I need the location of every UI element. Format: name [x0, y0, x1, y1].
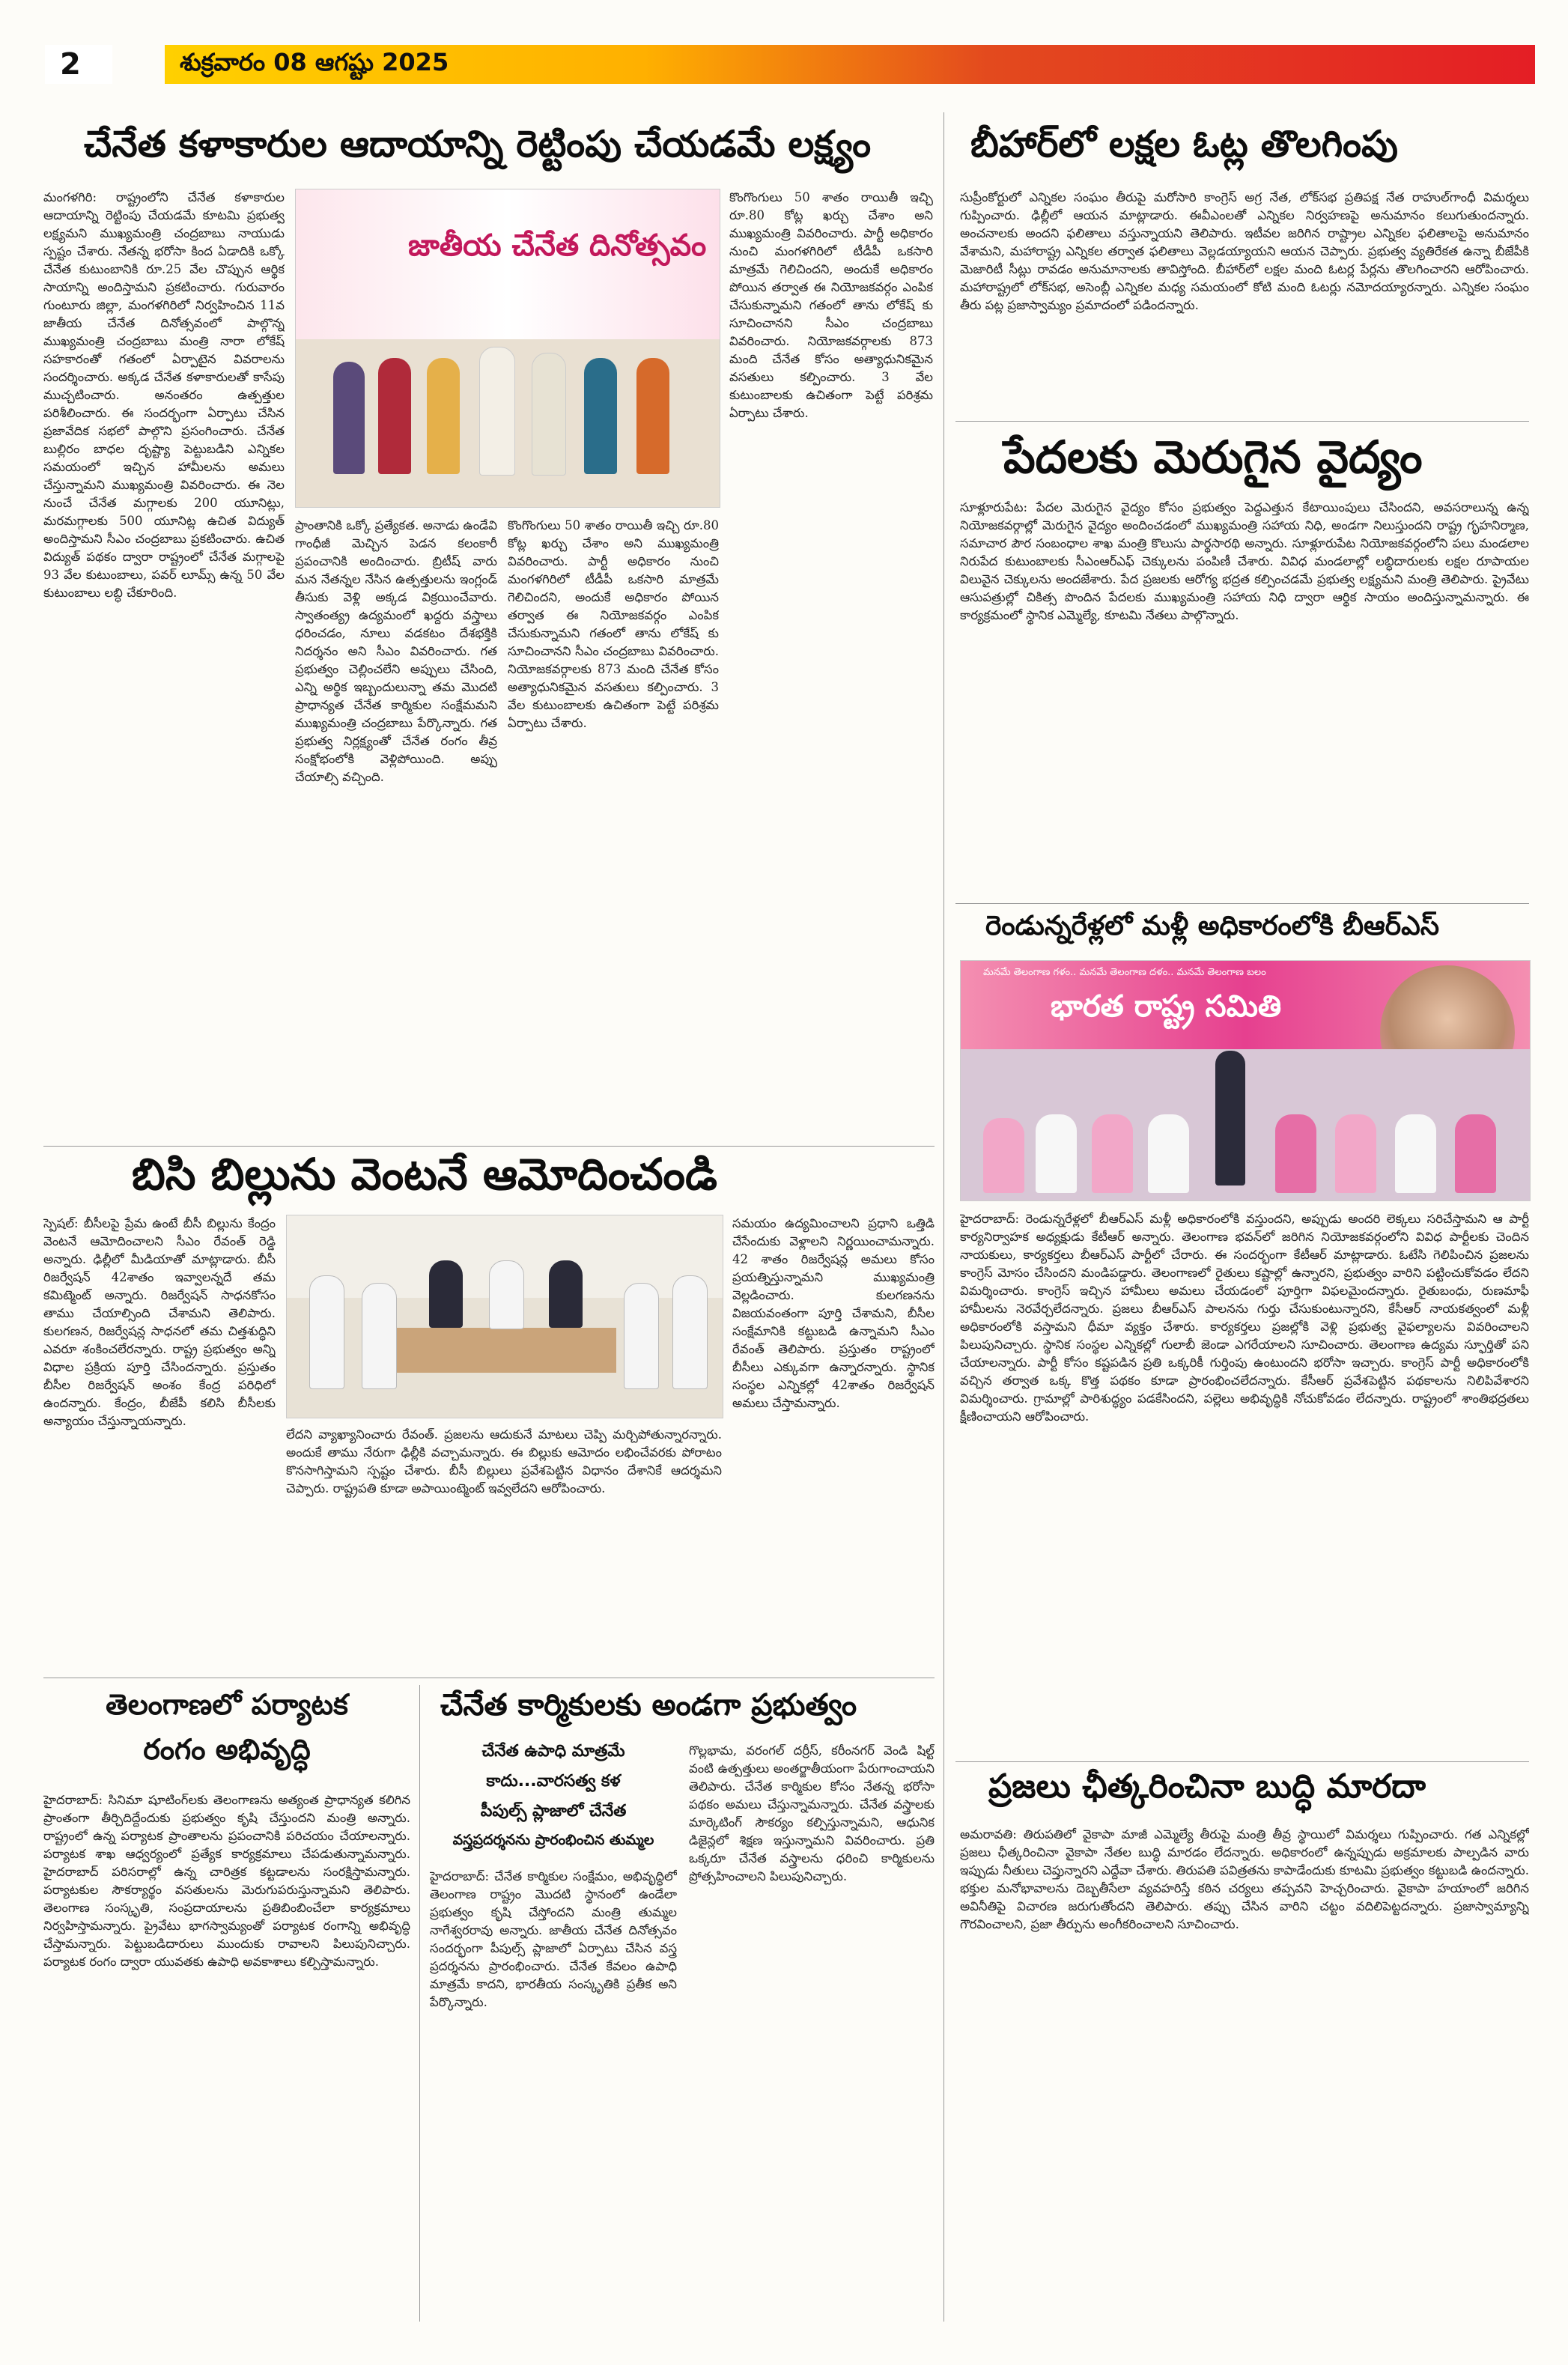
handloom-photo-person-2 [378, 358, 411, 474]
handloom-photo-person-5 [532, 353, 566, 476]
bihar-body: సుప్రీంకోర్టులో ఎన్నికల సంఘం తీరుపై మరోసారి కాంగ్రెస్ అగ్ర నేత, లోక్‌సభ ప్రతిపక్ష నేత రాహుల్‌గాంధీ విమర్శలు గుప్పించారు. ఢిల్లీలో ఆయన మాట్లాడారు. ఈవీఎంలతో ఎన్నికల నిర్వహణపై అనుమానం కలుగుతుందన్నారు. అంచనాలకు అందని ఫలితాలు వస్తున్నాయని తెలిపారు. ఇటీవల జరిగిన రాష్ట్రాల ఎన్నికల ఫలితాలపై అనుమానం వేశామని, మహారాష్ట్ర ఎన్నికల తర్వాత ఫలితాలు వెల్లడయ్యాయని ఆయన చెప్పారు. ప్రభుత్వ వ్యతిరేకత ఉన్నా బీజేపీకి మెజారిటీ సీట్లు రావడం అనుమానాలకు తావిస్తోంది. బీహార్‌లో లక్షల మంది ఓటర్ల పేర్లను తొలగించారని ఆరోపించారు. మహారాష్ట్రలో లోక్‌సభ, అసెంబ్లీ ఎన్నికల మధ్య సమయంలో కోటి మంది ఓటర్లు నమోదయ్యారన్నారు. ఎన్నికల సంఘం తీరు పట్ల ప్రజాస్వామ్యం ప్రమాదంలో పడిందన్నారు. [960, 190, 1529, 312]
bihar-divider [955, 421, 1529, 422]
weavers-col1: హైదరాబాద్: చేనేత కార్మికుల సంక్షేమం, అభివృద్ధిలో తెలంగాణ రాష్ట్రం మొదటి స్థానంలో ఉండేలా ప్రభుత్వం కృషి చేస్తోందని మంత్రి తుమ్మల నాగేశ్వరరావు అన్నారు. జాతీయ చేనేత దినోత్సవం సందర్భంగా పీపుల్స్ ప్లాజాలో ఏర్పాటు చేసిన వస్త్ర ప్రదర్శనను ప్రారంభించారు. చేనేత కేవలం ఉపాధి మాత్రమే కాదని, భారతీయ సంస్కృతికి ప్రతీక అని పేర్కొన్నారు. [430, 1869, 677, 2009]
bc-bill-headline: బిసి బిల్లును వెంటనే ఆమోదించండి [132, 1149, 717, 1200]
brs-attendee-7 [1395, 1114, 1436, 1193]
weavers-subhead-4: వస్త్రప్రదర్శనను ప్రారంభించిన తుమ్మల [452, 1832, 654, 1848]
bc-bill-person-2 [362, 1283, 397, 1389]
issue-date: శుక్రవారం 08 ఆగష్టు 2025 [180, 48, 449, 76]
top-left-divider [43, 1146, 935, 1147]
weavers-subhead-2: కాదు...వారసత్వ కళ [486, 1772, 621, 1791]
bc-bill-person-7 [672, 1275, 708, 1389]
weavers-subhead-1: చేనేత ఉపాధి మాత్రమే [481, 1742, 625, 1761]
bc-bill-person-3 [429, 1260, 463, 1328]
bc-bill-person-1 [309, 1275, 344, 1389]
bc-bill-photo-table [392, 1328, 616, 1373]
bc-bill-person-5 [549, 1260, 583, 1328]
rejection-body: అమరావతి: తిరుపతిలో వైకాపా మాజీ ఎమ్మెల్యే తీరుపై మంత్రి తీవ్ర స్థాయిలో విమర్శలు గుప్పించారు. గత ఎన్నికల్లో ప్రజలు ఛీత్కరించినా వైకాపా నేతల బుద్ధి మారడం లేదన్నారు. అధికారంలో ఉన్నప్పుడు అక్రమాలకు పాల్పడిన వారు ఇప్పుడు నీతులు చెప్తున్నారని ఎద్దేవా చేశారు. తిరుపతి పవిత్రతను కాపాడేందుకు కూటమి ప్రభుత్వం కట్టుబడి ఉందన్నారు. భక్తుల మనోభావాలను దెబ్బతీసేలా వ్యవహరిస్తే కఠిన చర్యలు తప్పవని హెచ్చరించారు. వైకాపా హయాంలో జరిగిన అవినీతిపై విచారణ జరుగుతోందని తెలిపారు. తప్పు చేసిన వారిని చట్టం వదిలిపెట్టదన్నారు. ప్రజాస్వామ్యాన్ని గౌరవించాలని, ప్రజా తీర్పును అంగీకరించాలని సూచించారు. [960, 1827, 1529, 1931]
handloom-photo [295, 189, 720, 508]
weavers-col2: గొల్లభామ, వరంగల్ దర్రీస్, కరీంనగర్ వెండి షిల్ట్ వంటి ఉత్పత్తులు అంతర్జాతీయంగా పేరుగాంచాయని తెలిపారు. చేనేత కార్మికుల కోసం నేతన్న భరోసా పథకం అమలు చేస్తున్నామన్నారు. చేనేత వస్త్రాలకు మార్కెటింగ్ సౌకర్యం కల్పిస్తున్నామని, ఆధునిక డిజైన్లలో శిక్షణ ఇస్తున్నామని వివరించారు. ప్రతి ఒక్కరూ చేనేత వస్త్రాలను ధరించి కార్మికులను ప్రోత్సహించాలని పిలుపునిచ్చారు. [689, 1743, 935, 1883]
brs-attendee-1 [983, 1118, 1024, 1193]
health-headline: పేదలకు మెరుగైన వైద్యం [1003, 431, 1423, 484]
brs-attendee-2 [1036, 1114, 1077, 1193]
handloom-photo-caption: జాతీయ చేనేత దినోత్సవం [408, 228, 707, 263]
page-number: 2 [45, 45, 112, 84]
tourism-headline-line2: రంగం అభివృద్ధి [143, 1733, 311, 1766]
health-body: సూళ్లూరుపేట: పేదల మెరుగైన వైద్యం కోసం ప్రభుత్వం పెద్దఎత్తున కేటాయింపులు చేసిందని, అవసరాలున్న ఉన్న నియోజకవర్గాల్లో మెరుగైన వైద్యం అందించడంలో ముఖ్యమంత్రి సహాయ నిధి, అండగా నిలుస్తుందని రాష్ట్ర గృహనిర్మాణ, సమాచార పౌర సంబంధాల శాఖ మంత్రి కొలుసు పార్థసారథి అన్నారు. సూళ్లూరుపేట నియోజకవర్గంలోని పలు మండలాల నిరుపేద కుటుంబాలకు సీఎంఆర్ఎఫ్ చెక్కులను పంపిణీ చేశారు. వివిధ మండలాల్లో లబ్ధిదారులకు లక్షల రూపాయల విలువైన చెక్కులను అందజేశారు. పేద ప్రజలకు ఆరోగ్య భద్రత కల్పించడమే ప్రభుత్వ లక్ష్యమని మంత్రి తెలిపారు. ప్రైవేటు ఆసుపత్రుల్లో చికిత్స పొందిన పేదలకు ముఖ్యమంత్రి సహాయ నిధి ద్వారా ఆర్థిక సాయం అందిస్తున్నామన్నారు. ఈ కార్యక్రమంలో స్థానిక ఎమ్మెల్యే, కూటమి నేతలు పాల్గొన్నారు. [960, 500, 1529, 622]
brs-banner-slogan: మనమే తెలంగాణ గళం.. మనమే తెలంగాణ దళం.. మనమే తెలంగాణ బలం [983, 967, 1266, 978]
brs-attendee-6 [1335, 1114, 1376, 1193]
bc-bill-col1: స్పెషల్‌: బీసీలపై ప్రేమ ఉంటే బీసీ బిల్లును కేంద్రం వెంటనే ఆమోదించాలని సీఎం రేవంత్ రెడ్డి అన్నారు. ఢిల్లీలో మీడియాతో మాట్లాడారు. బీసీ రిజర్వేషన్ 42శాతం ఇవ్వాలన్నదే తమ కమిట్మెంట్ అన్నారు. రిజర్వేషన్ సాధనకోసం తాము చేయాల్సింది చేశామని తెలిపారు. కులగణన, రిజర్వేషన్ల సాధనలో తమ చిత్తశుద్ధిని ఎవరూ శంకించలేరన్నారు. రాష్ట్ర ప్రభుత్వం అన్ని విధాల ప్రక్రియ పూర్తి చేసిందన్నారు. ప్రస్తుతం బీసీల రిజర్వేషన్ అంశం కేంద్ర పరిధిలో ఉందన్నారు. కేంద్రం, బీజేపీ కలిసి బీసీలకు అన్యాయం చేస్తున్నాయన్నారు. [43, 1216, 276, 1428]
brs-speaker [1215, 1051, 1245, 1185]
brs-attendee-5 [1275, 1114, 1316, 1193]
handloom-col4: కొంగొంగులు 50 శాతం రాయితీ ఇచ్చి రూ.80 కోట్ల ఖర్చు చేశాం అని ముఖ్యమంత్రి వివరించారు. పార్టీ అధికారం నుంచి మంగళగిరిలో టీడీపీ ఒకసారి మాత్రమే గెలిచిందని, అందుకే అధికారం పోయిన తర్వాత ఈ నియోజకవర్గం ఎంపిక చేసుకున్నామని గతంలో తాను లోకేష్ కు సూచించానని సీఎం చంద్రబాబు వివరించారు. నియోజకవర్గాలకు 873 మంది చేనేత కోసం అత్యాధునికమైన వసతులు కల్పించారు. 3 వేల కుటుంబాలకు ఉచితంగా పెట్టే పరిశ్రమ ఏర్పాటు చేశారు. [729, 190, 933, 420]
bc-bill-col2: లేదని వ్యాఖ్యానించారు రేవంత్. ప్రజలను ఆదుకునే మాటలు చెప్పి మర్చిపోతున్నారన్నారు. అందుకే తాము నేరుగా ఢిల్లీకి వచ్చామన్నారు. ఈ బిల్లుకు ఆమోదం లభించేవరకు పోరాటం కొనసాగిస్తామని స్పష్టం చేశారు. బీసీ బిల్లులు ప్రవేశపెట్టిన విధానం దేశానికే ఆదర్శమని చెప్పారు. రాష్ట్రపతి కూడా అపాయింట్మెంట్ ఇవ్వలేదని ఆరోపించారు. [286, 1427, 722, 1496]
bc-bill-person-4 [489, 1260, 524, 1329]
handloom-col3: కొంగొంగులు 50 శాతం రాయితీ ఇచ్చి రూ.80 కోట్ల ఖర్చు చేశాం అని ముఖ్యమంత్రి వివరించారు. పార్టీ అధికారం నుంచి మంగళగిరిలో టీడీపీ ఒకసారి మాత్రమే గెలిచిందని, అందుకే అధికారం పోయిన తర్వాత ఈ నియోజకవర్గం ఎంపిక చేసుకున్నామని గతంలో తాను లోకేష్ కు సూచించానని సీఎం చంద్రబాబు వివరించారు. నియోజకవర్గాలకు 873 మంది చేనేత కోసం అత్యాధునికమైన వసతులు కల్పించారు. 3 వేల కుటుంబాలకు ఉచితంగా పెట్టే పరిశ్రమ ఏర్పాటు చేశారు. [508, 518, 719, 730]
handloom-col1: మంగళగిరి: రాష్ట్రంలోని చేనేత కళాకారుల ఆదాయాన్ని రెట్టింపు చేయడమే కూటమి ప్రభుత్వ లక్ష్యమని ముఖ్యమంత్రి చంద్రబాబు నాయుడు స్పష్టం చేశారు. నేతన్న భరోసా కింద ఏడాదికి ఒక్కో చేనేత కుటుంబానికి రూ.25 వేల చొప్పున ఆర్థిక సాయాన్ని అందిస్తామని ప్రకటించారు. గురువారం గుంటూరు జిల్లా, మంగళగిరిలో నిర్వహించిన 11వ జాతీయ చేనేత దినోత్సవంలో పాల్గొన్న ముఖ్యమంత్రి చంద్రబాబు మంత్రి నారా లోకేష్ సహకారంతో గతంలో ఏర్పాటైన వివరాలను సందర్శించారు. అక్కడ చేనేత కళాకారులతో కాసేపు ముచ్చటించారు. అనంతరం ఉత్పత్తుల పరిశీలించారు. ఈ సందర్భంగా ఏర్పాటు చేసిన ప్రజావేదిక సభలో పాల్గొని ప్రసంగించారు. చేనేత బుల్లిరం బాధల దృష్ట్యా పెట్టుబడిని ఎన్నికల సమయంలో ఇచ్చిన హామీలను అమలు చేస్తున్నామని ముఖ్యమంత్రి వివరించారు. ఈ నెల నుంచే చేనేత మగ్గాలకు 200 యూనిట్లు, మరమగ్గాలకు 500 యూనిట్ల ఉచిత విద్యుత్ అందిస్తామని సీఎం చంద్రబాబు ప్రకటించారు. ఉచిత విద్యుత్ పథకం ద్వారా రాష్ట్రంలో చేనేత మగ్గాలపై 93 వేల కుటుంబాలు, పవర్ లూమ్స్ ఉన్న 50 వేల కుటుంబాలు లబ్ధి చేకూరింది. [43, 190, 285, 600]
handloom-photo-person-1 [333, 362, 365, 474]
brs-attendee-8 [1455, 1114, 1496, 1193]
brs-photo [960, 960, 1531, 1201]
tourism-headline-line1: తెలంగాణలో పర్యాటక [106, 1688, 348, 1721]
brs-attendee-3 [1092, 1114, 1133, 1193]
handloom-photo-person-3 [427, 358, 460, 474]
bc-bill-person-6 [624, 1283, 659, 1389]
brs-headline: రెండున్నరేళ్లలో మళ్లీ అధికారంలోకి బీఆర్ఎస్ [985, 911, 1440, 941]
brs-attendee-4 [1148, 1114, 1189, 1193]
bihar-headline: బీహార్‌లో లక్షల ఓట్ల తొలగింపు [970, 123, 1398, 166]
column-divider-vertical [943, 112, 944, 2322]
handloom-photo-person-6 [584, 358, 617, 474]
rejection-headline: ప్రజలు ఛీత్కరించినా బుద్ధి మారదా [988, 1767, 1426, 1806]
brs-body: హైదరాబాద్: రెండున్నరేళ్లలో బీఆర్ఎస్ మళ్లీ అధికారంలోకి వస్తుందని, అప్పుడు అందరి లెక్కలు సరిచేస్తామని ఆ పార్టీ కార్యనిర్వాహక అధ్యక్షుడు కేటీఆర్ అన్నారు. తెలంగాణ భవన్‌లో జరిగిన నియోజకవర్గంలోని వివిధ పార్టీలకు చెందిన నాయకులు, కార్యకర్తలు బీఆర్ఎస్ పార్టీలో చేరారు. ఈ సందర్భంగా కేటీఆర్ మాట్లాడారు. ఓటేసి గెలిపించిన ప్రజలను కాంగ్రెస్ మోసం చేసిందని మండిపడ్డారు. తెలంగాణలో రైతులు కష్టాల్లో ఉన్నారని, ప్రభుత్వం వారిని పట్టించుకోవడం లేదని విమర్శించారు. కాంగ్రెస్ ఇచ్చిన హామీలు అమలు చేయడంలో పూర్తిగా విఫలమైందన్నారు. రైతుబంధు, రుణమాఫీ హామీలను నెరవేర్చలేదన్నారు. ప్రజలు బీఆర్ఎస్ పాలనను గుర్తు చేసుకుంటున్నారని, కేసీఆర్ నాయకత్వంలో మళ్లీ అధికారంలోకి వస్తామని ధీమా వ్యక్తం చేశారు. కార్యకర్తలు ప్రజల్లోకి వెళ్లి ప్రభుత్వ వైఫల్యాలను వివరించాలని పిలుపునిచ్చారు. స్థానిక సంస్థల ఎన్నికల్లో గులాబీ జెండా ఎగరేయాలని సూచించారు. తెలంగాణ ఉద్యమ స్ఫూర్తితో పని చేయాలన్నారు. పార్టీ కోసం కష్టపడిన ప్రతి ఒక్కరికీ గుర్తింపు ఉంటుందని భరోసా ఇచ్చారు. కాంగ్రెస్ పార్టీ అధికారంలోకి వచ్చిన తర్వాత ఒక్క కొత్త పథకం కూడా ప్రారంభించలేదన్నారు. కేసీఆర్ ప్రవేశపెట్టిన పథకాలను నిలిపివేశారని విమర్శించారు. గ్రామాల్లో పారిశుద్ధ్యం పడకేసిందని, పల్లెలు అభివృద్ధికి నోచుకోవడం లేదన్నారు. రాష్ట్రంలో శాంతిభద్రతలు క్షీణించాయని ఆరోపించారు. [960, 1212, 1529, 1424]
page-header [45, 45, 1535, 84]
weavers-headline: చేనేత కార్మికులకు అండగా ప్రభుత్వం [440, 1688, 857, 1722]
date-band [165, 45, 1535, 84]
handloom-photo-person-7 [636, 358, 669, 474]
bc-bill-photo [286, 1215, 723, 1418]
bc-bill-col3: సమయం ఉద్యమించాలని ప్రధాని ఒత్తిడి చేసేందుకు వెళ్లాలని నిర్ణయించామన్నారు. 42 శాతం రిజర్వేషన్ల అమలు కోసం ప్రయత్నిస్తున్నామని ముఖ్యమంత్రి వెల్లడించారు. కులగణనను విజయవంతంగా పూర్తి చేశామని, బీసీల సంక్షేమానికి కట్టుబడి ఉన్నామని సీఎం రేవంత్ తెలిపారు. ప్రస్తుతం రాష్ట్రంలో బీసీలు ఎక్కువగా ఉన్నారన్నారు. స్థానిక సంస్థల ఎన్నికల్లో 42శాతం రిజర్వేషన్ అమలు చేస్తామన్నారు. [732, 1216, 935, 1410]
brs-banner-party: భారత రాష్ట్ర సమితి [1051, 989, 1282, 1024]
brs-divider [955, 1761, 1529, 1762]
handloom-photo-person-4 [479, 347, 515, 476]
health-divider [955, 903, 1529, 904]
handloom-headline: చేనేత కళాకారుల ఆదాయాన్ని రెట్టింపు చేయడమే లక్ష్యం [84, 123, 872, 166]
tourism-body: హైదరాబాద్: సినిమా షూటింగ్‌లకు తెలంగాణను అత్యంత ప్రాధాన్యత కలిగిన ప్రాంతంగా తీర్చిదిద్దేందుకు ప్రభుత్వం కృషి చేస్తుందని మంత్రి అన్నారు. రాష్ట్రంలో ఉన్న పర్యాటక ప్రాంతాలను ప్రపంచానికి పరిచయం చేయాలన్నారు. పర్యాటక శాఖ ఆధ్వర్యంలో ప్రత్యేక కార్యక్రమాలు చేపడుతున్నామన్నారు. హైదరాబాద్ పరిసరాల్లో ఉన్న చారిత్రక కట్టడాలను సంరక్షిస్తామన్నారు. పర్యాటకుల సౌకర్యార్థం వసతులను మెరుగుపరుస్తున్నామని తెలిపారు. తెలంగాణ సంస్కృతి, సంప్రదాయాలను ప్రతిబింబించేలా కార్యక్రమాలు నిర్వహిస్తామన్నారు. ప్రైవేటు భాగస్వామ్యంతో పర్యాటక రంగాన్ని అభివృద్ధి చేస్తామన్నారు. పెట్టుబడిదారులు ముందుకు రావాలని పిలుపునిచ్చారు. పర్యాటక రంగం ద్వారా యువతకు ఉపాధి అవకాశాలు కల్పిస్తామన్నారు. [43, 1793, 410, 1969]
handloom-col2: ప్రాంతానికి ఒక్కో ప్రత్యేకత. అనాడు ఉండేవి గాంధీజీ మెచ్చిన పెడన కలంకారీ ప్రపంచానికి అందించారు. బ్రిటీష్ వారు మన నేతన్నల నేసిన ఉత్పత్తులను ఇంగ్లండ్ తీసుకు వెళ్లి అక్కడ విక్రయించేవారు. స్వాతంత్య్ర ఉద్యమంలో ఖద్దరు వస్త్రాలు ధరించడం, నూలు వడకటం దేశభక్తికి నిదర్శనం అని సీఎం వివరించారు. గత ప్రభుత్వం చెల్లించలేని అప్పులు చేసింది, ఎన్ని అర్థిక ఇబ్బందులున్నా తమ మొదటి ప్రాధాన్యత చేనేత కార్మికుల సంక్షేమమని ముఖ్యమంత్రి చంద్రబాబు పేర్కొన్నారు. గత ప్రభుత్వ నిర్లక్ష్యంతో చేనేత రంగం తీవ్ర సంక్షోభంలోకి వెళ్లిపోయింది. అప్పు చేయాల్సి వచ్చింది. [295, 518, 497, 784]
tourism-divider [419, 1685, 420, 2322]
weavers-subhead-3: పీపుల్స్ ప్లాజాలో చేనేత [480, 1802, 627, 1821]
